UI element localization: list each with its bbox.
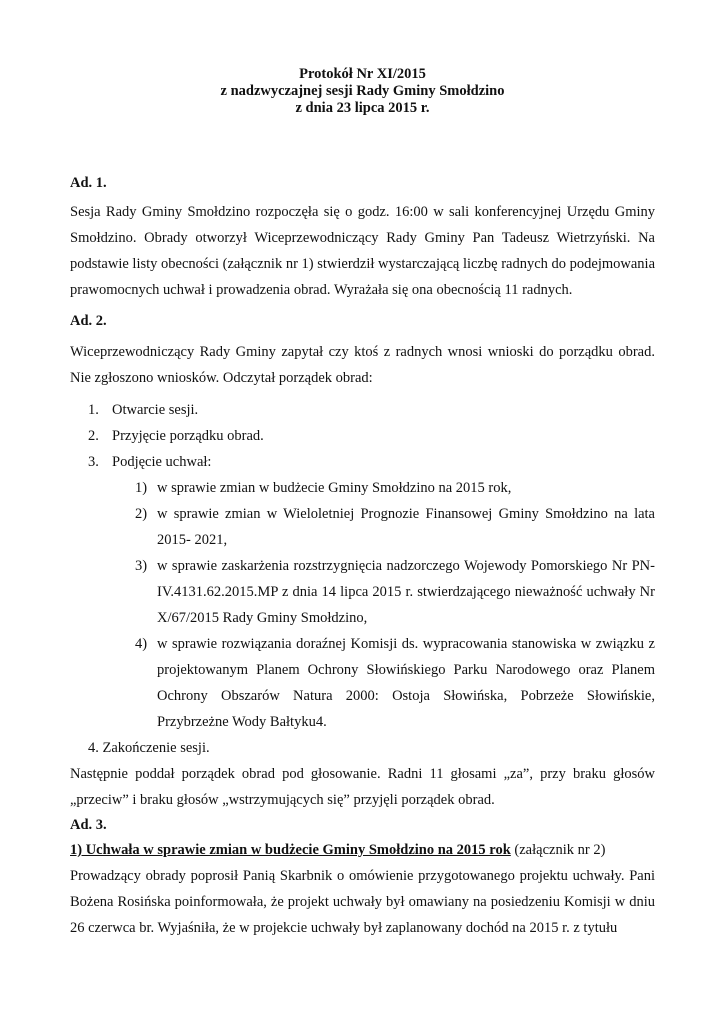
ad3-text: Prowadzący obrady poprosił Panią Skarbnik o omówienie przygotowanego projektu uchwały. Pani Bożena Rosińska poinformowała, że projekt uchwały był omawiany na posiedzeniu Komisji w dniu 26 czerwca br. Wyjaśniła, że w projekcie uchwały był zaplanowany dochód na 2015 r. z tytułu [70, 868, 655, 936]
ad3-subheading [70, 837, 655, 863]
protocol-title: Protokół Nr XI/2015 [299, 66, 426, 82]
agenda-closing: 4. Zakończenie sesji. [88, 740, 210, 756]
resolution-item: 2) w sprawie zmian w Wieloletniej Prognozie Finansowej Gminy Smołdzino na lata 2015- 2021, [135, 506, 655, 548]
resolution-item: 4) w sprawie rozwiązania doraźnej Komisji ds. wypracowania stanowiska w związku z projektowanym Planem Ochrony Słowińskiego Parku Narodowego oraz Planem Ochrony Obszarów Natura 2000: Ostoja Słowińska, Pobrzeże Słowińskie, Przybrzeżne Wody Bałtyku4. [135, 636, 655, 730]
agenda-item: 2. Przyjęcie porządku obrad. [88, 428, 264, 444]
ad1-text: Sesja Rady Gminy Smołdzino rozpoczęła się o godz. 16:00 w sali konferencyjnej Urzędu Gminy Smołdzino. Obrady otworzył Wiceprzewodniczący Rady Gminy Pan Tadeusz Wietrzyński. Na podstawie listy obecności (załącznik nr 1) stwierdził wystarczającą liczbę radnych do podejmowania prawomocnych uchwał i prowadzenia obrad. Wyrażała się ona obecnością 11 radnych. [70, 204, 656, 298]
agenda-item: 3. Podjęcie uchwał: [88, 454, 212, 470]
ad2-text: Wiceprzewodniczący Rady Gminy zapytał czy ktoś z radnych wnosi wnioski do porządku obrad. Nie zgłoszono wniosków. Odczytał porządek obrad: [70, 344, 655, 386]
agenda-list [70, 397, 655, 475]
resolution-item: 3) w sprawie zaskarżenia rozstrzygnięcia nadzorczego Wojewody Pomorskiego Nr PN-IV.4131.62.2015.MP z dnia 14 lipca 2015 r. stwierdzającego nieważność uchwały Nr X/67/2015 Rady Gminy Smołdzino, [135, 558, 655, 626]
document-page [70, 66, 655, 941]
ad2-heading: Ad. 2. [70, 313, 107, 329]
session-date: z dnia 23 lipca 2015 r. [295, 100, 430, 116]
ad3-heading: Ad. 3. [70, 817, 107, 833]
ad1-heading: Ad. 1. [70, 175, 107, 191]
resolution-item: 1) w sprawie zmian w budżecie Gminy Smołdzino na 2015 rok, [135, 480, 512, 496]
session-title: z nadzwyczajnej sesji Rady Gminy Smołdzino [220, 83, 505, 99]
resolutions-list [70, 475, 655, 735]
agenda-item: 1. Otwarcie sesji. [88, 402, 199, 418]
attachment-note: (załącznik nr 2) [510, 842, 606, 858]
resolution-title: 1) Uchwała w sprawie zmian w budżecie Gminy Smołdzino na 2015 rok [70, 842, 511, 858]
vote-text: Następnie poddał porządek obrad pod głosowanie. Radni 11 głosami „za”, przy braku głosów „przeciw” i braku głosów „wstrzymujących się” przyjęli porządek obrad. [70, 766, 655, 808]
